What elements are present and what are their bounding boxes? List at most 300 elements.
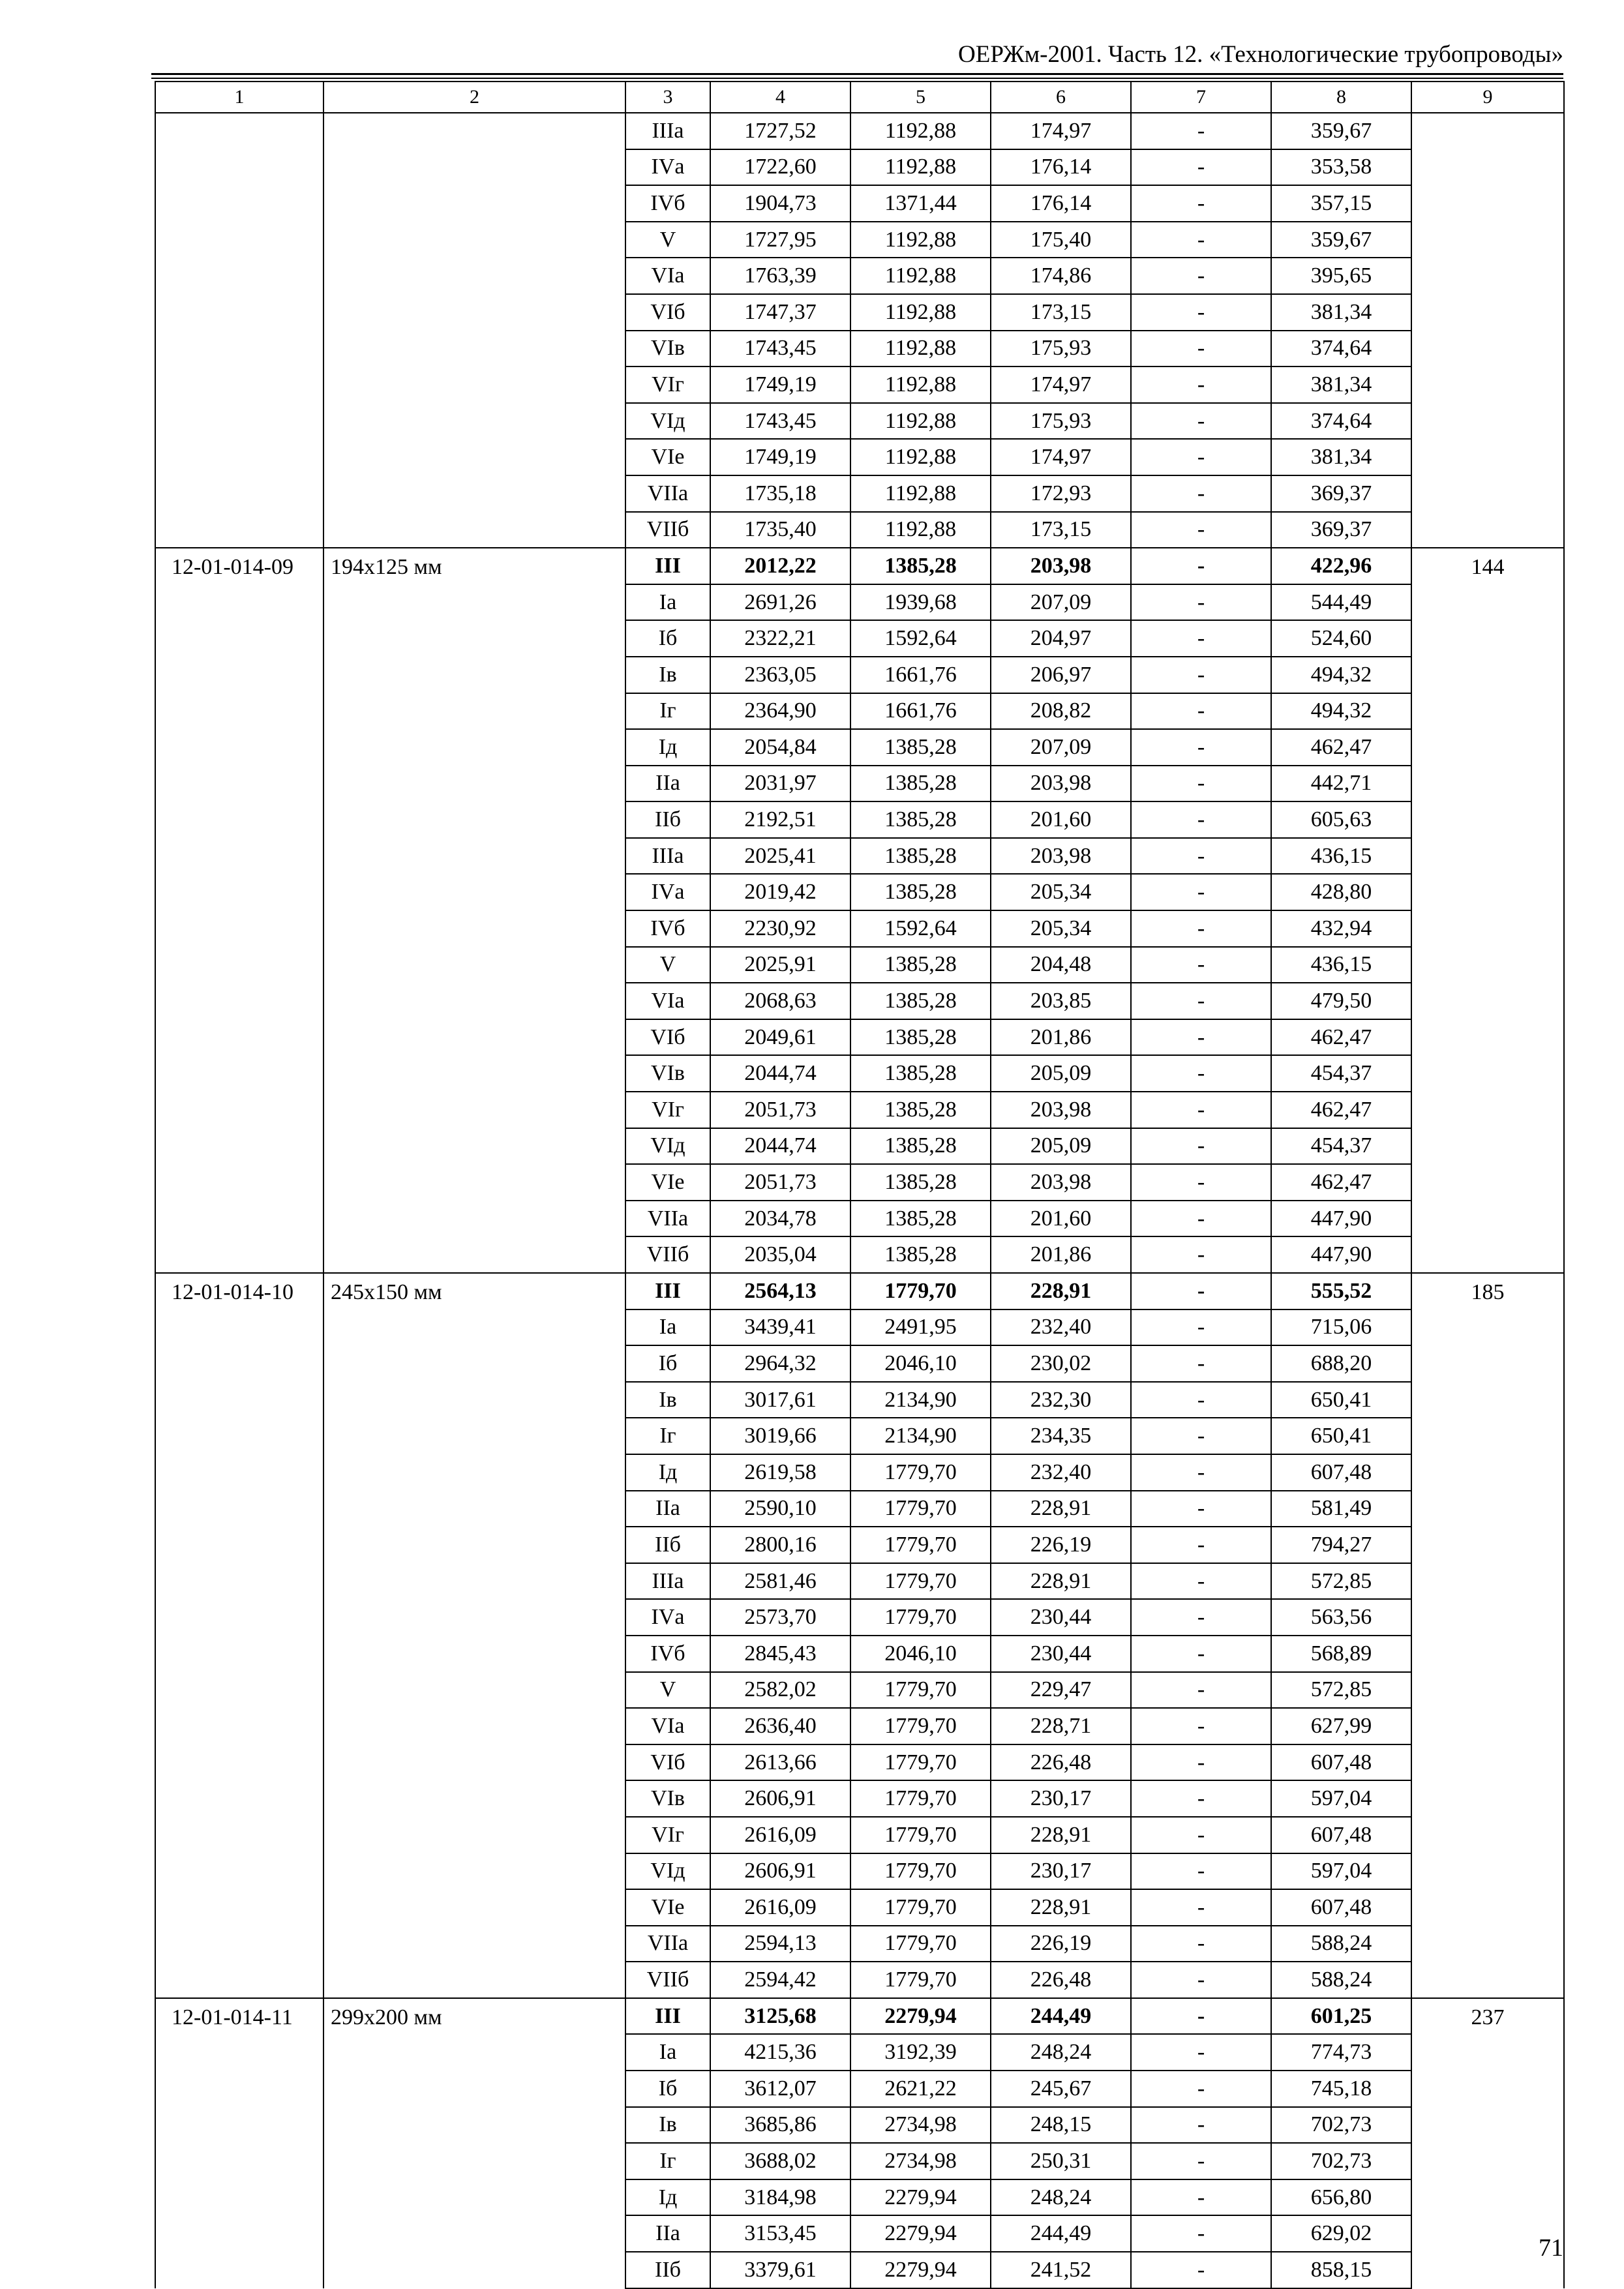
materials-cost-cell: 607,48 xyxy=(1271,1817,1411,1853)
machine-cost-cell: 203,85 xyxy=(991,983,1131,1019)
category-cell: V xyxy=(625,947,710,983)
total-cost-cell: 3019,66 xyxy=(710,1418,850,1454)
materials-cost-cell: 369,37 xyxy=(1271,512,1411,548)
driver-wages-cell: - xyxy=(1131,693,1271,730)
total-cost-cell: 2068,63 xyxy=(710,983,850,1019)
machine-cost-cell: 230,44 xyxy=(991,1636,1131,1672)
materials-cost-cell: 436,15 xyxy=(1271,838,1411,875)
materials-cost-cell: 555,52 xyxy=(1271,1273,1411,1309)
driver-wages-cell: - xyxy=(1131,1092,1271,1128)
machine-cost-cell: 175,93 xyxy=(991,403,1131,440)
machine-cost-cell: 226,48 xyxy=(991,1744,1131,1781)
driver-wages-cell: - xyxy=(1131,403,1271,440)
materials-cost-cell: 568,89 xyxy=(1271,1636,1411,1672)
category-cell: IVб xyxy=(625,910,710,947)
machine-cost-cell: 203,98 xyxy=(991,548,1131,584)
materials-cost-cell: 563,56 xyxy=(1271,1599,1411,1636)
machine-cost-cell: 176,14 xyxy=(991,149,1131,186)
machine-cost-cell: 228,91 xyxy=(991,1817,1131,1853)
driver-wages-cell: - xyxy=(1131,1853,1271,1890)
wages-cell: 1192,88 xyxy=(850,222,991,258)
wages-cell: 1192,88 xyxy=(850,331,991,367)
materials-cost-cell: 581,49 xyxy=(1271,1491,1411,1527)
total-cost-cell: 1735,18 xyxy=(710,475,850,512)
total-cost-cell: 2051,73 xyxy=(710,1164,850,1201)
machine-cost-cell: 174,86 xyxy=(991,258,1131,294)
driver-wages-cell: - xyxy=(1131,910,1271,947)
driver-wages-cell: - xyxy=(1131,1055,1271,1092)
category-cell: IVа xyxy=(625,1599,710,1636)
machine-cost-cell: 230,17 xyxy=(991,1853,1131,1890)
wages-cell: 2734,98 xyxy=(850,2107,991,2144)
category-cell: IVа xyxy=(625,874,710,910)
category-cell: VIд xyxy=(625,1128,710,1165)
category-cell: Iв xyxy=(625,2107,710,2144)
total-cost-cell: 3685,86 xyxy=(710,2107,850,2144)
column-number: 2 xyxy=(323,82,625,113)
category-cell: V xyxy=(625,222,710,258)
materials-cost-cell: 607,48 xyxy=(1271,1454,1411,1491)
column-number: 1 xyxy=(155,82,323,113)
driver-wages-cell: - xyxy=(1131,1817,1271,1853)
machine-cost-cell: 206,97 xyxy=(991,657,1131,693)
total-cost-cell: 3153,45 xyxy=(710,2215,850,2252)
category-cell: IIа xyxy=(625,766,710,802)
machine-cost-cell: 201,60 xyxy=(991,801,1131,838)
total-cost-cell: 2606,91 xyxy=(710,1853,850,1890)
machine-cost-cell: 226,48 xyxy=(991,1962,1131,1998)
driver-wages-cell: - xyxy=(1131,331,1271,367)
total-cost-cell: 2035,04 xyxy=(710,1236,850,1273)
materials-cost-cell: 572,85 xyxy=(1271,1563,1411,1600)
header-rule xyxy=(151,78,1563,79)
materials-cost-cell: 494,32 xyxy=(1271,657,1411,693)
driver-wages-cell: - xyxy=(1131,2071,1271,2107)
category-cell: VIб xyxy=(625,1019,710,1056)
materials-cost-cell: 629,02 xyxy=(1271,2215,1411,2252)
total-cost-cell: 3688,02 xyxy=(710,2143,850,2179)
category-cell: VIе xyxy=(625,1889,710,1926)
wages-cell: 1779,70 xyxy=(850,1563,991,1600)
pipe-size-cell: 245х150 мм xyxy=(323,1273,625,1998)
category-cell: Iд xyxy=(625,2179,710,2216)
category-cell: Iд xyxy=(625,729,710,766)
category-cell: VIа xyxy=(625,1708,710,1744)
wages-cell: 1592,64 xyxy=(850,910,991,947)
total-cost-cell: 2581,46 xyxy=(710,1563,850,1600)
category-cell: VIд xyxy=(625,1853,710,1890)
column-number: 6 xyxy=(991,82,1131,113)
machine-cost-cell: 245,67 xyxy=(991,2071,1131,2107)
pricing-table xyxy=(155,81,1565,2289)
total-cost-cell: 2051,73 xyxy=(710,1092,850,1128)
table-row xyxy=(155,1273,1564,1309)
machine-cost-cell: 248,24 xyxy=(991,2034,1131,2071)
total-cost-cell: 2364,90 xyxy=(710,693,850,730)
wages-cell: 1192,88 xyxy=(850,149,991,186)
total-cost-cell: 2964,32 xyxy=(710,1345,850,1382)
column-number-row xyxy=(155,82,1564,113)
category-cell: Iд xyxy=(625,1454,710,1491)
materials-cost-cell: 774,73 xyxy=(1271,2034,1411,2071)
table-body xyxy=(155,82,1564,2288)
machine-cost-cell: 229,47 xyxy=(991,1672,1131,1709)
materials-cost-cell: 597,04 xyxy=(1271,1780,1411,1817)
wages-cell: 1192,88 xyxy=(850,475,991,512)
driver-wages-cell: - xyxy=(1131,874,1271,910)
wages-cell: 1779,70 xyxy=(850,1780,991,1817)
materials-cost-cell: 353,58 xyxy=(1271,149,1411,186)
category-cell: Iа xyxy=(625,1309,710,1346)
materials-cost-cell: 715,06 xyxy=(1271,1309,1411,1346)
wages-cell: 1385,28 xyxy=(850,1092,991,1128)
driver-wages-cell: - xyxy=(1131,1599,1271,1636)
driver-wages-cell: - xyxy=(1131,2179,1271,2216)
total-cost-cell: 1722,60 xyxy=(710,149,850,186)
category-cell: VIд xyxy=(625,403,710,440)
materials-cost-cell: 462,47 xyxy=(1271,1164,1411,1201)
total-cost-cell: 2594,13 xyxy=(710,1926,850,1962)
labor-cell: 144 xyxy=(1411,548,1564,1273)
machine-cost-cell: 230,02 xyxy=(991,1345,1131,1382)
wages-cell: 1385,28 xyxy=(850,947,991,983)
wages-cell: 1385,28 xyxy=(850,1201,991,1237)
machine-cost-cell: 228,91 xyxy=(991,1273,1131,1309)
rate-code-cell: 12-01-014-10 xyxy=(155,1273,323,1998)
materials-cost-cell: 428,80 xyxy=(1271,874,1411,910)
materials-cost-cell: 702,73 xyxy=(1271,2107,1411,2144)
total-cost-cell: 1747,37 xyxy=(710,294,850,331)
materials-cost-cell: 357,15 xyxy=(1271,185,1411,222)
category-cell: VIв xyxy=(625,1780,710,1817)
category-cell: IIа xyxy=(625,1491,710,1527)
total-cost-cell: 3184,98 xyxy=(710,2179,850,2216)
total-cost-cell: 1904,73 xyxy=(710,185,850,222)
total-cost-cell: 2230,92 xyxy=(710,910,850,947)
rate-code-cell: 12-01-014-09 xyxy=(155,548,323,1273)
driver-wages-cell: - xyxy=(1131,1962,1271,1998)
total-cost-cell: 1743,45 xyxy=(710,331,850,367)
materials-cost-cell: 858,15 xyxy=(1271,2252,1411,2288)
materials-cost-cell: 605,63 xyxy=(1271,801,1411,838)
table-row xyxy=(155,113,1564,149)
category-cell: III xyxy=(625,1998,710,2035)
category-cell: VIб xyxy=(625,294,710,331)
driver-wages-cell: - xyxy=(1131,1345,1271,1382)
category-cell: Iг xyxy=(625,2143,710,2179)
wages-cell: 1385,28 xyxy=(850,874,991,910)
wages-cell: 2491,95 xyxy=(850,1309,991,1346)
wages-cell: 2046,10 xyxy=(850,1636,991,1672)
driver-wages-cell: - xyxy=(1131,149,1271,186)
wages-cell: 1779,70 xyxy=(850,1817,991,1853)
category-cell: IIIа xyxy=(625,1563,710,1600)
machine-cost-cell: 205,34 xyxy=(991,910,1131,947)
total-cost-cell: 2019,42 xyxy=(710,874,850,910)
materials-cost-cell: 794,27 xyxy=(1271,1527,1411,1563)
pipe-size-cell xyxy=(323,113,625,548)
materials-cost-cell: 381,34 xyxy=(1271,294,1411,331)
materials-cost-cell: 462,47 xyxy=(1271,1019,1411,1056)
wages-cell: 2134,90 xyxy=(850,1418,991,1454)
wages-cell: 1661,76 xyxy=(850,693,991,730)
machine-cost-cell: 201,60 xyxy=(991,1201,1131,1237)
wages-cell: 1779,70 xyxy=(850,1491,991,1527)
category-cell: IIб xyxy=(625,1527,710,1563)
total-cost-cell: 2564,13 xyxy=(710,1273,850,1309)
labor-cell: 237 xyxy=(1411,1998,1564,2288)
machine-cost-cell: 228,91 xyxy=(991,1889,1131,1926)
category-cell: IIIа xyxy=(625,838,710,875)
total-cost-cell: 2606,91 xyxy=(710,1780,850,1817)
wages-cell: 1385,28 xyxy=(850,1128,991,1165)
category-cell: Iб xyxy=(625,620,710,657)
category-cell: VIв xyxy=(625,1055,710,1092)
driver-wages-cell: - xyxy=(1131,1019,1271,1056)
category-cell: Iб xyxy=(625,1345,710,1382)
driver-wages-cell: - xyxy=(1131,1889,1271,1926)
materials-cost-cell: 395,65 xyxy=(1271,258,1411,294)
category-cell: IVб xyxy=(625,1636,710,1672)
category-cell: VIIа xyxy=(625,475,710,512)
category-cell: Iв xyxy=(625,657,710,693)
materials-cost-cell: 494,32 xyxy=(1271,693,1411,730)
category-cell: VIIб xyxy=(625,1962,710,1998)
total-cost-cell: 2616,09 xyxy=(710,1889,850,1926)
materials-cost-cell: 524,60 xyxy=(1271,620,1411,657)
category-cell: III xyxy=(625,548,710,584)
machine-cost-cell: 172,93 xyxy=(991,475,1131,512)
wages-cell: 1385,28 xyxy=(850,801,991,838)
machine-cost-cell: 244,49 xyxy=(991,1998,1131,2035)
total-cost-cell: 2636,40 xyxy=(710,1708,850,1744)
driver-wages-cell: - xyxy=(1131,1454,1271,1491)
materials-cost-cell: 442,71 xyxy=(1271,766,1411,802)
machine-cost-cell: 241,52 xyxy=(991,2252,1131,2288)
machine-cost-cell: 250,31 xyxy=(991,2143,1131,2179)
driver-wages-cell: - xyxy=(1131,1201,1271,1237)
driver-wages-cell: - xyxy=(1131,729,1271,766)
category-cell: IIIа xyxy=(625,113,710,149)
machine-cost-cell: 248,15 xyxy=(991,2107,1131,2144)
materials-cost-cell: 607,48 xyxy=(1271,1889,1411,1926)
materials-cost-cell: 454,37 xyxy=(1271,1128,1411,1165)
wages-cell: 1779,70 xyxy=(850,1926,991,1962)
driver-wages-cell: - xyxy=(1131,548,1271,584)
wages-cell: 2279,94 xyxy=(850,1998,991,2035)
materials-cost-cell: 369,37 xyxy=(1271,475,1411,512)
category-cell: VIIа xyxy=(625,1201,710,1237)
driver-wages-cell: - xyxy=(1131,1636,1271,1672)
driver-wages-cell: - xyxy=(1131,439,1271,475)
driver-wages-cell: - xyxy=(1131,766,1271,802)
running-header: ОЕРЖм-2001. Часть 12. «Технологические трубопроводы» xyxy=(958,41,1563,68)
machine-cost-cell: 173,15 xyxy=(991,512,1131,548)
driver-wages-cell: - xyxy=(1131,113,1271,149)
wages-cell: 2279,94 xyxy=(850,2215,991,2252)
machine-cost-cell: 228,91 xyxy=(991,1491,1131,1527)
machine-cost-cell: 173,15 xyxy=(991,294,1131,331)
wages-cell: 1385,28 xyxy=(850,548,991,584)
machine-cost-cell: 203,98 xyxy=(991,1092,1131,1128)
machine-cost-cell: 204,48 xyxy=(991,947,1131,983)
category-cell: Iг xyxy=(625,1418,710,1454)
driver-wages-cell: - xyxy=(1131,222,1271,258)
driver-wages-cell: - xyxy=(1131,2215,1271,2252)
category-cell: IVб xyxy=(625,185,710,222)
driver-wages-cell: - xyxy=(1131,1926,1271,1962)
table-row xyxy=(155,548,1564,584)
materials-cost-cell: 656,80 xyxy=(1271,2179,1411,2216)
wages-cell: 1779,70 xyxy=(850,1853,991,1890)
category-cell: VIIа xyxy=(625,1926,710,1962)
driver-wages-cell: - xyxy=(1131,838,1271,875)
total-cost-cell: 2031,97 xyxy=(710,766,850,802)
category-cell: Iг xyxy=(625,693,710,730)
total-cost-cell: 2044,74 xyxy=(710,1128,850,1165)
driver-wages-cell: - xyxy=(1131,657,1271,693)
machine-cost-cell: 201,86 xyxy=(991,1236,1131,1273)
total-cost-cell: 1749,19 xyxy=(710,367,850,403)
driver-wages-cell: - xyxy=(1131,2252,1271,2288)
total-cost-cell: 3125,68 xyxy=(710,1998,850,2035)
category-cell: VIг xyxy=(625,1092,710,1128)
total-cost-cell: 4215,36 xyxy=(710,2034,850,2071)
machine-cost-cell: 174,97 xyxy=(991,367,1131,403)
wages-cell: 1385,28 xyxy=(850,1055,991,1092)
total-cost-cell: 2034,78 xyxy=(710,1201,850,1237)
materials-cost-cell: 597,04 xyxy=(1271,1853,1411,1890)
wages-cell: 2621,22 xyxy=(850,2071,991,2107)
wages-cell: 1385,28 xyxy=(850,729,991,766)
category-cell: VIIб xyxy=(625,1236,710,1273)
wages-cell: 1779,70 xyxy=(850,1527,991,1563)
pipe-size-cell: 194х125 мм xyxy=(323,548,625,1273)
machine-cost-cell: 174,97 xyxy=(991,439,1131,475)
category-cell: VIIб xyxy=(625,512,710,548)
machine-cost-cell: 203,98 xyxy=(991,766,1131,802)
category-cell: VIе xyxy=(625,439,710,475)
wages-cell: 1385,28 xyxy=(850,1236,991,1273)
driver-wages-cell: - xyxy=(1131,584,1271,621)
materials-cost-cell: 479,50 xyxy=(1271,983,1411,1019)
materials-cost-cell: 374,64 xyxy=(1271,403,1411,440)
machine-cost-cell: 176,14 xyxy=(991,185,1131,222)
total-cost-cell: 1763,39 xyxy=(710,258,850,294)
category-cell: Iа xyxy=(625,584,710,621)
materials-cost-cell: 454,37 xyxy=(1271,1055,1411,1092)
driver-wages-cell: - xyxy=(1131,1527,1271,1563)
total-cost-cell: 2054,84 xyxy=(710,729,850,766)
materials-cost-cell: 650,41 xyxy=(1271,1418,1411,1454)
driver-wages-cell: - xyxy=(1131,1164,1271,1201)
materials-cost-cell: 588,24 xyxy=(1271,1926,1411,1962)
wages-cell: 1385,28 xyxy=(850,766,991,802)
driver-wages-cell: - xyxy=(1131,1128,1271,1165)
driver-wages-cell: - xyxy=(1131,620,1271,657)
header-rule xyxy=(151,73,1563,75)
wages-cell: 1779,70 xyxy=(850,1599,991,1636)
total-cost-cell: 2845,43 xyxy=(710,1636,850,1672)
column-number: 5 xyxy=(850,82,991,113)
materials-cost-cell: 447,90 xyxy=(1271,1201,1411,1237)
category-cell: IIб xyxy=(625,2252,710,2288)
total-cost-cell: 1727,52 xyxy=(710,113,850,149)
machine-cost-cell: 207,09 xyxy=(991,584,1131,621)
driver-wages-cell: - xyxy=(1131,1998,1271,2035)
machine-cost-cell: 234,35 xyxy=(991,1418,1131,1454)
total-cost-cell: 1749,19 xyxy=(710,439,850,475)
wages-cell: 1385,28 xyxy=(850,983,991,1019)
driver-wages-cell: - xyxy=(1131,983,1271,1019)
materials-cost-cell: 422,96 xyxy=(1271,548,1411,584)
wages-cell: 1592,64 xyxy=(850,620,991,657)
materials-cost-cell: 607,48 xyxy=(1271,1744,1411,1781)
column-number: 7 xyxy=(1131,82,1271,113)
materials-cost-cell: 601,25 xyxy=(1271,1998,1411,2035)
total-cost-cell: 2363,05 xyxy=(710,657,850,693)
total-cost-cell: 3439,41 xyxy=(710,1309,850,1346)
wages-cell: 1192,88 xyxy=(850,113,991,149)
machine-cost-cell: 208,82 xyxy=(991,693,1131,730)
category-cell: IIа xyxy=(625,2215,710,2252)
driver-wages-cell: - xyxy=(1131,185,1271,222)
wages-cell: 1779,70 xyxy=(850,1962,991,1998)
wages-cell: 2134,90 xyxy=(850,1382,991,1418)
total-cost-cell: 1727,95 xyxy=(710,222,850,258)
driver-wages-cell: - xyxy=(1131,1273,1271,1309)
driver-wages-cell: - xyxy=(1131,1744,1271,1781)
driver-wages-cell: - xyxy=(1131,801,1271,838)
driver-wages-cell: - xyxy=(1131,1418,1271,1454)
total-cost-cell: 2594,42 xyxy=(710,1962,850,1998)
machine-cost-cell: 203,98 xyxy=(991,1164,1131,1201)
machine-cost-cell: 175,40 xyxy=(991,222,1131,258)
materials-cost-cell: 572,85 xyxy=(1271,1672,1411,1709)
total-cost-cell: 2012,22 xyxy=(710,548,850,584)
category-cell: III xyxy=(625,1273,710,1309)
driver-wages-cell: - xyxy=(1131,1382,1271,1418)
materials-cost-cell: 688,20 xyxy=(1271,1345,1411,1382)
materials-cost-cell: 745,18 xyxy=(1271,2071,1411,2107)
wages-cell: 1779,70 xyxy=(850,1889,991,1926)
wages-cell: 1385,28 xyxy=(850,1019,991,1056)
total-cost-cell: 2691,26 xyxy=(710,584,850,621)
machine-cost-cell: 204,97 xyxy=(991,620,1131,657)
total-cost-cell: 2582,02 xyxy=(710,1672,850,1709)
machine-cost-cell: 232,40 xyxy=(991,1454,1131,1491)
category-cell: VIа xyxy=(625,258,710,294)
machine-cost-cell: 226,19 xyxy=(991,1527,1131,1563)
wages-cell: 2046,10 xyxy=(850,1345,991,1382)
column-number: 9 xyxy=(1411,82,1564,113)
total-cost-cell: 2619,58 xyxy=(710,1454,850,1491)
materials-cost-cell: 374,64 xyxy=(1271,331,1411,367)
materials-cost-cell: 381,34 xyxy=(1271,439,1411,475)
category-cell: IVа xyxy=(625,149,710,186)
wages-cell: 1939,68 xyxy=(850,584,991,621)
driver-wages-cell: - xyxy=(1131,1672,1271,1709)
materials-cost-cell: 588,24 xyxy=(1271,1962,1411,1998)
rate-code-cell: 12-01-014-11 xyxy=(155,1998,323,2288)
category-cell: VIв xyxy=(625,331,710,367)
wages-cell: 1385,28 xyxy=(850,1164,991,1201)
driver-wages-cell: - xyxy=(1131,1309,1271,1346)
wages-cell: 1192,88 xyxy=(850,439,991,475)
page-number: 71 xyxy=(1539,2234,1563,2262)
column-number: 4 xyxy=(710,82,850,113)
machine-cost-cell: 201,86 xyxy=(991,1019,1131,1056)
